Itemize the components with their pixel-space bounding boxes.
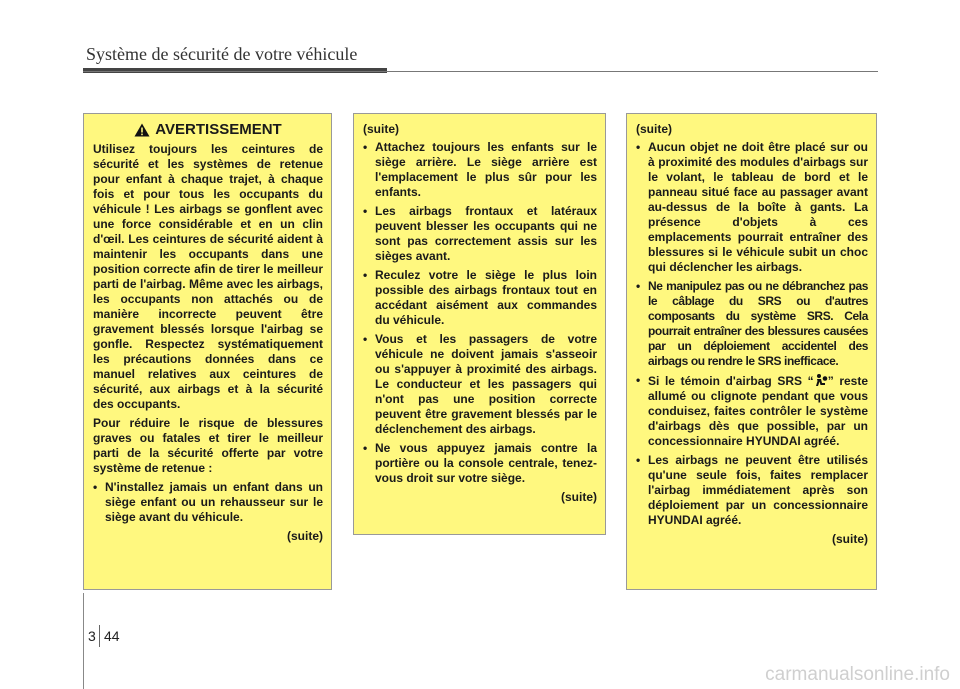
warning-box-continued xyxy=(626,113,877,590)
warning-bullet: • Reculez votre le siège le plus loin possible des airbags frontaux tout en accédant aisément aux commandes du véhicule. xyxy=(363,268,597,328)
warning-bullet: • Les airbags ne peuvent être utilisés qu'une seule fois, faites remplacer l'airbag immédiatement après son déploiement par un concessionnaire HYUNDAI agréé. xyxy=(636,453,868,528)
page-header-title: Système de sécurité de votre véhicule xyxy=(86,44,358,64)
warning-paragraph: Pour réduire le risque de blessures graves ou fatales et tirer le meilleur parti de la sécurité offerte par votre système de retenue : xyxy=(93,416,323,475)
warning-header xyxy=(93,122,323,138)
warning-bullet: • Aucun objet ne doit être placé sur ou à proximité des modules d'airbags sur le volant, le tableau de bord et le panneau situé face au passager avant au-dessus de la boîte à gants. La présence d'objets à ces emplacements pourrait entraîner des blessures si le véhicule subit un choc qui déclencher les airbags. xyxy=(636,140,868,275)
warning-triangle-icon xyxy=(134,123,150,137)
watermark: carmanualsonline.info xyxy=(765,664,950,685)
warning-list xyxy=(636,140,868,528)
left-margin-line xyxy=(83,593,84,689)
continued-label: (suite) xyxy=(287,529,323,543)
continued-header: (suite) xyxy=(636,122,672,136)
airbag-warning-light-icon xyxy=(814,373,828,387)
warning-bullet: • Les airbags frontaux et latéraux peuvent blesser les occupants qui ne sont pas correctement assis sur les sièges avant. xyxy=(363,204,597,264)
warning-bullet: • Vous et les passagers de votre véhicule ne doivent jamais s'asseoir ou s'appuyer à proximité des airbags. Le conducteur et les passagers qui n'ont pas une position correcte peuvent être gravement blessés par le déclenchement des airbags. xyxy=(363,332,597,437)
warning-bullet xyxy=(636,373,868,449)
warning-bullet: • Ne manipulez pas ou ne débranchez pas le câblage du SRS ou d'autres composants du système SRS. Cela pourrait entraîner des blessures causées par un déploiement accidentel des airbags ou rendre le SRS inefficace. xyxy=(636,279,868,369)
warning-title: AVERTISSEMENT xyxy=(155,121,282,138)
page-number-separator xyxy=(99,625,100,647)
warning-box xyxy=(83,113,332,590)
header-rule xyxy=(83,71,878,72)
continued-label: (suite) xyxy=(561,490,597,504)
warning-list xyxy=(363,140,597,486)
chapter-number: 3 xyxy=(88,628,96,644)
warning-paragraph: Utilisez toujours les ceintures de sécurité et les systèmes de retenue pour enfant à chaque trajet, à chaque fois et pour tous les occupants du véhicule ! Les airbags se gonflent avec une force considérable et en un clin d'œil. Les ceintures de sécurité aident à maintenir les occupants dans une position correcte afin de tirer le meilleur parti de l'airbag. Même avec les airbags, les occupants non attachés ou de manière incorrecte peuvent être gravement blessés lorsque l'airbag se gonfle. Respectez systématiquement les précautions données dans ce manuel relatives aux ceintures de sécurité, aux airbags et à la sécurité des occupants. xyxy=(93,142,323,411)
warning-list xyxy=(93,480,323,525)
warning-bullet: • N'installez jamais un enfant dans un siège enfant ou un rehausseur sur le siège avant du véhicule. xyxy=(93,480,323,525)
page-number: 44 xyxy=(104,628,120,644)
continued-label: (suite) xyxy=(832,532,868,546)
warning-bullet: • Attachez toujours les enfants sur le siège arrière. Le siège arrière est l'emplacement le plus sûr pour les enfants. xyxy=(363,140,597,200)
warning-bullet: • Ne vous appuyez jamais contre la portière ou la console centrale, tenez-vous droit sur votre siège. xyxy=(363,441,597,486)
continued-header: (suite) xyxy=(363,122,399,136)
bullet-text: ” reste allumé ou clignote pendant que vous conduisez, faites contrôler le système d'airbags dès que possible, par un concessionnaire HYUNDAI agréé. xyxy=(648,374,869,448)
warning-box-continued xyxy=(353,113,606,535)
bullet-text: Si le témoin d'airbag SRS “ xyxy=(648,374,814,388)
